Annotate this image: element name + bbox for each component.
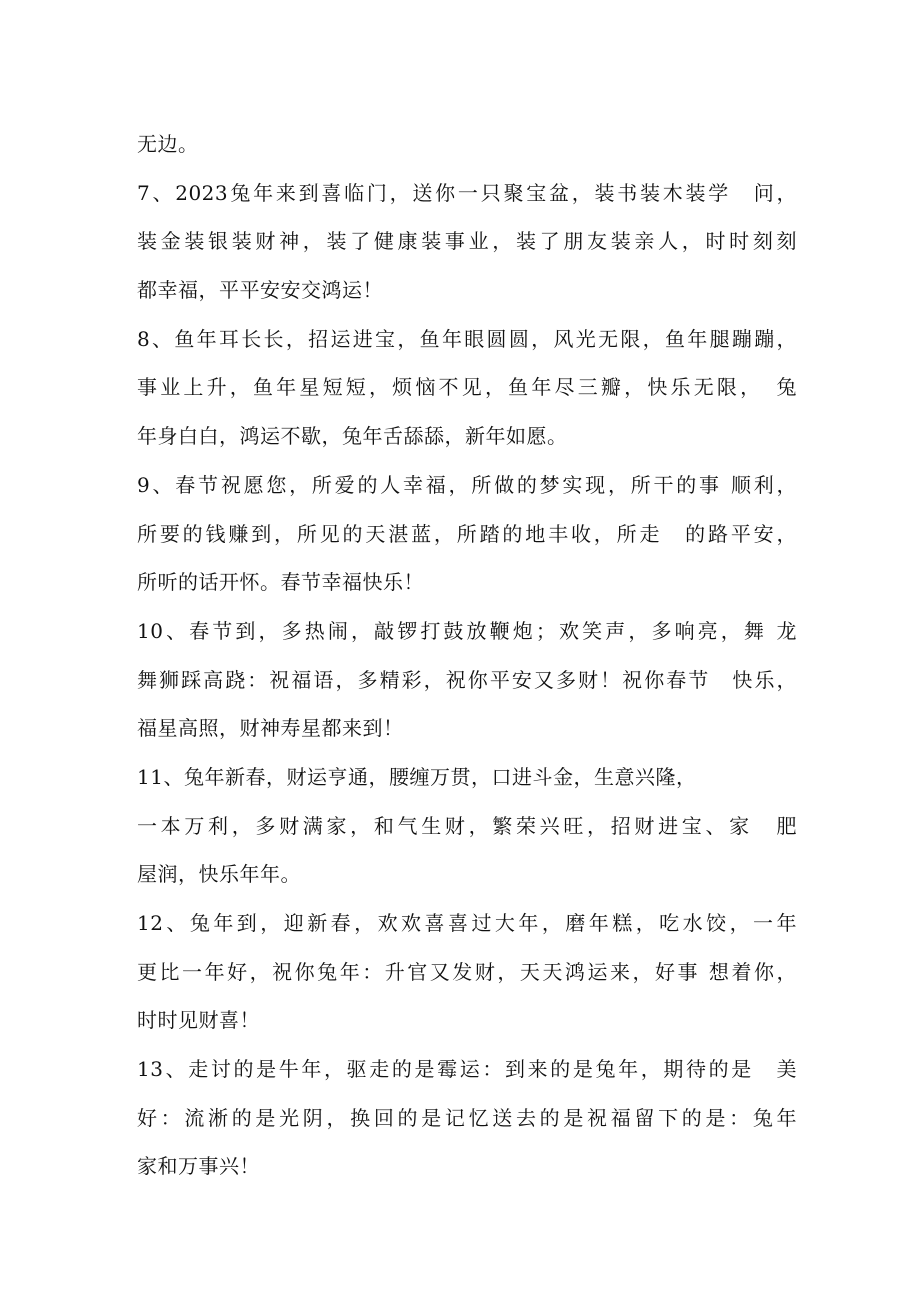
text-line: 所听的话开怀。春节幸福快乐！	[137, 570, 424, 595]
text-line: 10、春节到，多热闹，敲锣打鼓放鞭炮；欢笑声，多响亮，舞 龙	[137, 618, 797, 643]
text-line: 8、鱼年耳长长，招运进宝，鱼年眼圆圆，风光无限，鱼年腿蹦蹦，	[137, 326, 797, 351]
text-line: 舞狮踩高跷：祝福语，多精彩，祝你平安又多财！祝你春节 快乐，	[137, 667, 797, 692]
text-line: 13、走讨的是牛年，驱走的是霉运：到来的是兔年，期待的是 美	[137, 1057, 797, 1082]
text-line: 家和万事兴！	[137, 1154, 260, 1179]
text-line: 福星高照，财神寿星都来到！	[137, 716, 404, 741]
text-line: 12、兔年到，迎新春，欢欢喜喜过大年，磨年糕，吃水饺，一年	[137, 911, 797, 935]
text-line: 一本万利，多财满家，和气生财，繁荣兴旺，招财进宝、家 肥	[137, 813, 797, 838]
text-line: 更比一年好，祝你兔年：升官又发财，天天鸿运来，好事 想着你，	[137, 959, 797, 984]
text-line: 好：流淅的是光阴，换回的是记忆送去的是祝福留下的是：兔年	[137, 1105, 797, 1130]
text-line: 年身白白，鸿运不歇，兔年舌舔舔，新年如愿。	[137, 424, 568, 449]
text-line: 屋润，快乐年年。	[137, 862, 301, 887]
text-line: 装金装银装财神，装了健康装事业，装了朋友装亲人，时时刻刻	[137, 229, 797, 254]
text-line: 所要的钱赚到，所见的天湛蓝，所踏的地丰收，所走 的路平安，	[137, 521, 797, 546]
text-line: 11、兔年新春，财运亨通，腰缠万贯，口进斗金，生意兴隆，	[137, 764, 697, 789]
text-line: 事业上升，鱼年星短短，烦恼不见，鱼年尽三瓣，快乐无限， 兔	[137, 375, 797, 400]
body-text	[137, 120, 797, 1191]
text-line: 时时见财喜！	[137, 1008, 260, 1033]
text-line: 都幸福，平平安安交鸿运！	[137, 278, 383, 303]
text-line: 7、2023兔年来到喜临门，送你一只聚宝盆，装书装木装学 问，	[137, 180, 797, 205]
text-line: 无边。	[137, 132, 199, 156]
text-line: 9、春节祝愿您，所爱的人幸福，所做的梦实现，所干的事 顺利，	[137, 472, 797, 497]
